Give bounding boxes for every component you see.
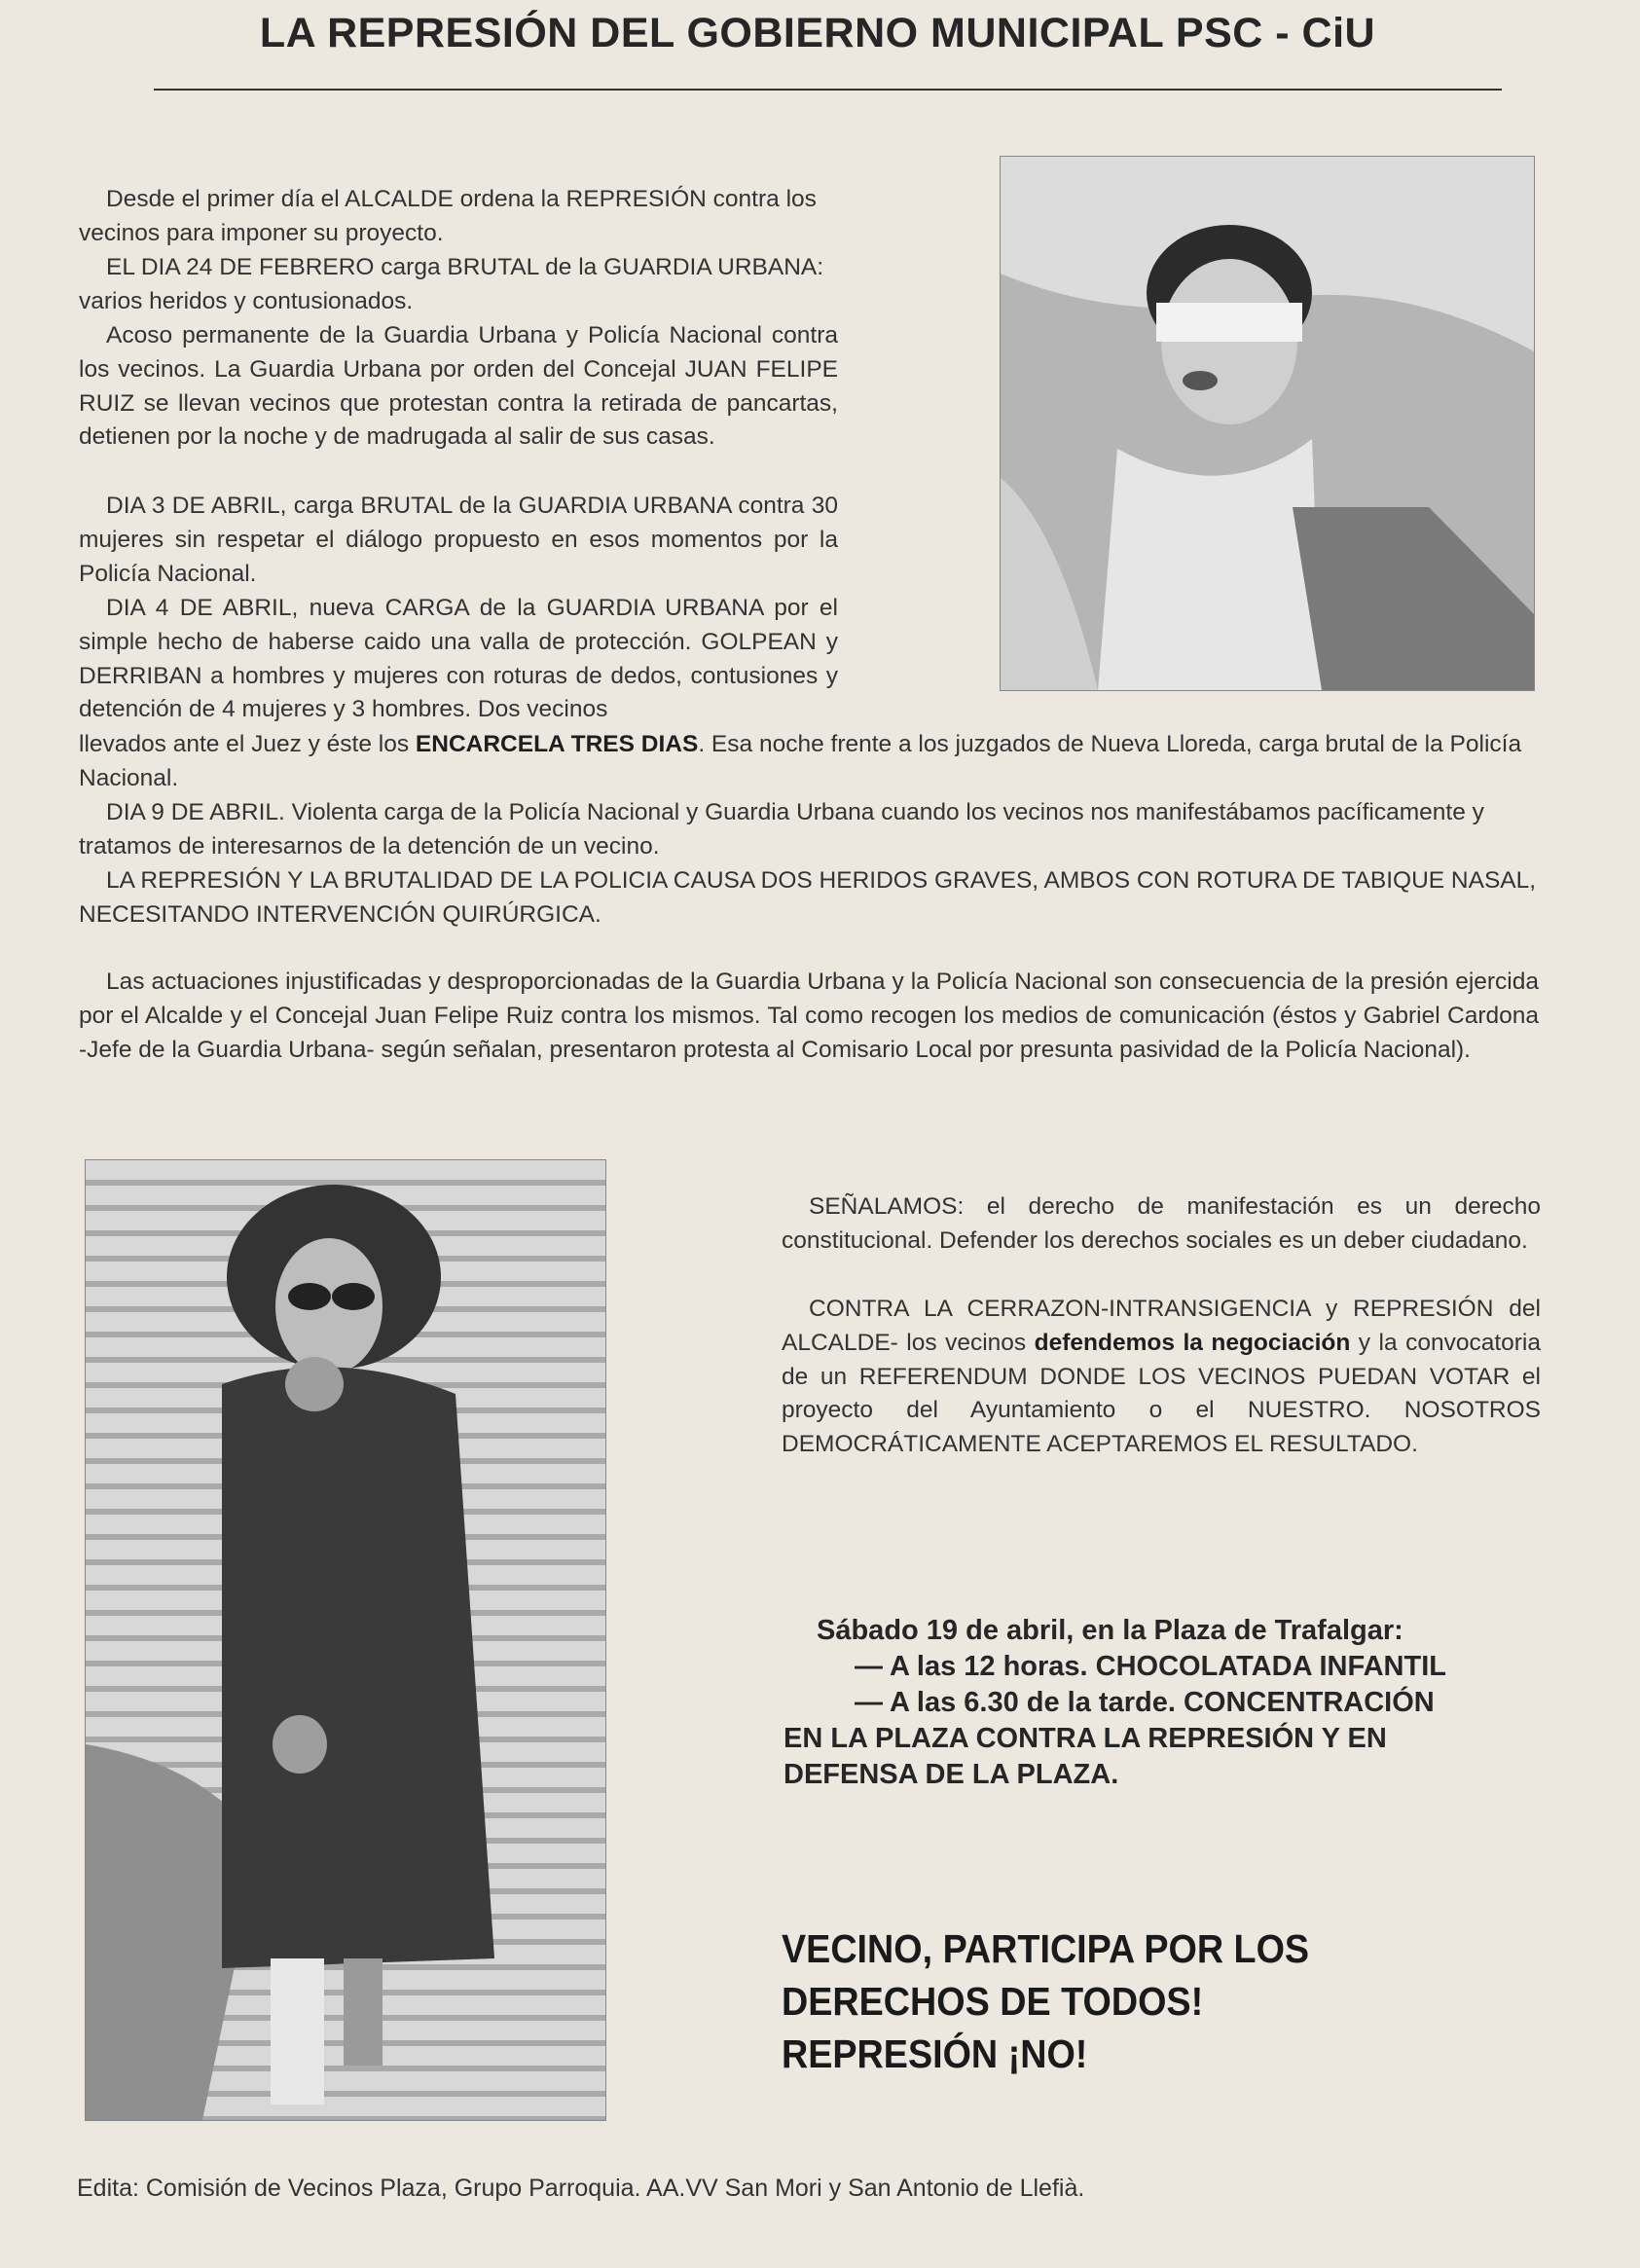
right-paragraph-1: SEÑALAMOS: el derecho de manifestación es un derecho constitucional. Defender los derechos sociales es un deber ciudadano. — [782, 1193, 1541, 1254]
slogan — [782, 1922, 1309, 2080]
footer-credits: Edita: Comisión de Vecinos Plaza, Grupo Parroquia. AA.VV San Mori y San Antonio de Llefià. — [77, 2175, 1085, 2202]
slogan-line-2: DERECHOS DE TODOS! — [782, 1979, 1204, 2024]
photo-woman-standing — [85, 1159, 606, 2121]
intro-paragraph-6: DIA 9 DE ABRIL. Violenta carga de la Policía Nacional y Guardia Urbana cuando los vecinos nos manifestábamos pacíficamente y tratamos de interesarnos de la detención de un vecino. — [79, 799, 1484, 860]
event-line-1: Sábado 19 de abril, en la Plaza de Trafalgar: — [817, 1615, 1403, 1646]
intro-paragraph-1: Desde el primer día el ALCALDE ordena la REPRESIÓN contra los vecinos para imponer su proyecto. — [79, 186, 817, 246]
intro-paragraph-5a: DIA 4 DE ABRIL, nueva CARGA de la GUARDIA URBANA por el simple hecho de haberse caido una valla de protección. GOLPEAN y DERRIBAN a hombres y mujeres con roturas de dedos, contusiones y detención de 4 mujeres y 3 hombres. Dos vecinos — [79, 595, 838, 723]
bold-encarcela: ENCARCELA TRES DIAS — [415, 731, 699, 757]
intro-paragraph-2: EL DIA 24 DE FEBRERO carga BRUTAL de la GUARDIA URBANA: varios heridos y contusionados. — [79, 254, 824, 314]
page-title: LA REPRESIÓN DEL GOBIERNO MUNICIPAL PSC - CiU — [259, 10, 1376, 56]
slogan-line-1: VECINO, PARTICIPA POR LOS — [782, 1926, 1310, 1971]
right-paragraph-2: CONTRA LA CERRAZON-INTRANSIGENCIA y REPRESIÓN del ALCALDE- los vecinos defendemos la negociación y la convocatoria de un REFERENDUM DONDE LOS VECINOS PUEDAN VOTAR el proyecto del Ayuntamiento o el NUESTRO. NOSOTROS DEMOCRÁTICAMENTE ACEPTAREMOS EL RESULTADO. — [782, 1296, 1541, 1458]
intro-paragraph-4: DIA 3 DE ABRIL, carga BRUTAL de la GUARDIA URBANA contra 30 mujeres sin respetar el diálogo propuesto en esos momentos por la Policía Nacional. — [79, 493, 838, 587]
event-line-4: EN LA PLAZA CONTRA LA REPRESIÓN Y EN — [784, 1723, 1387, 1754]
event-line-5: DEFENSA DE LA PLAZA. — [784, 1759, 1119, 1790]
intro-paragraph-5b: llevados ante el Juez y éste los ENCARCELA TRES DIAS. Esa noche frente a los juzgados de Nueva Lloreda, carga brutal de la Policía Nacional. — [79, 731, 1522, 791]
slogan-line-3: REPRESIÓN ¡NO! — [782, 2031, 1088, 2076]
bold-negociacion: defendemos la negociación — [1034, 1329, 1351, 1356]
event-line-2: — A las 12 horas. CHOCOLATADA INFANTIL — [855, 1651, 1446, 1682]
event-line-3: — A las 6.30 de la tarde. CONCENTRACIÓN — [855, 1687, 1435, 1718]
intro-paragraph-8: Las actuaciones injustificadas y desproporcionadas de la Guardia Urbana y la Policía Nacional son consecuencia de la presión ejercida por el Alcalde y el Concejal Juan Felipe Ruiz contra los mismos. Tal como recogen los medios de comunicación (éstos y Gabriel Cardona -Jefe de la Guardia Urbana- según señalan, presentaron protesta al Comisario Local por presunta pasividad de la Policía Nacional). — [79, 969, 1539, 1063]
intro-paragraph-3: Acoso permanente de la Guardia Urbana y Policía Nacional contra los vecinos. La Guardia Urbana por orden del Concejal JUAN FELIPE RUIZ se llevan vecinos que protestan contra la retirada de pancartas, detienen por la noche y de madrugada al salir de sus casas. — [79, 322, 838, 451]
intro-paragraph-7: LA REPRESIÓN Y LA BRUTALIDAD DE LA POLICIA CAUSA DOS HERIDOS GRAVES, AMBOS CON ROTURA DE TABIQUE NASAL, NECESITANDO INTERVENCIÓN QUIRÚRGICA. — [79, 867, 1537, 928]
photo-injured-person — [1000, 156, 1535, 691]
event-announcement — [784, 1613, 1446, 1793]
title-rule — [154, 89, 1502, 91]
